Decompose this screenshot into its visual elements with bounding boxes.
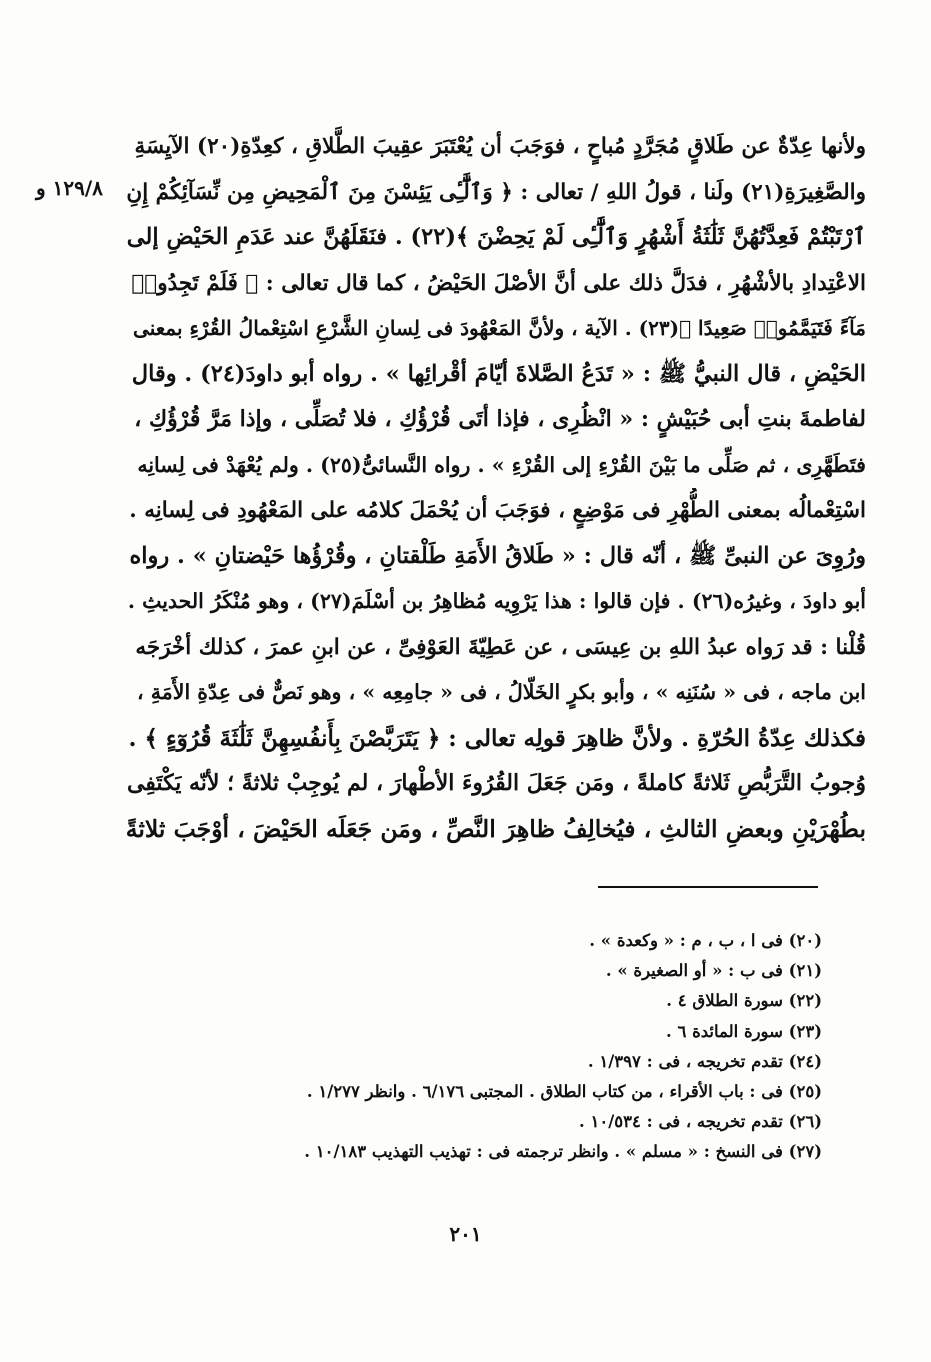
- text-line: الحَيْضِ ، قال النبيُّ ﷺ : « تَدَعُ الصَّلاةَ أيّامَ أقْرائِها » . رواه أبو داودَ(٢٤) . وقال: [131, 360, 866, 387]
- text-line: والصَّغِيرَةِ(٢١) ولَنا ، قولُ اللهِ / تعالى : ﴿ وَٱلَّٰٓـِٔى يَئِسْنَ مِنَ ٱلْمَحِيضِ مِن نِّسَآئِكُمْ إِنِ: [126, 179, 866, 205]
- footnote: (٢٦) تقدم تخريجه ، فى : ١٠/٥٣٤ .: [579, 1112, 822, 1132]
- footnote: (٢٠) فى ا ، ب ، م : « وكعدة » .: [589, 931, 822, 950]
- text-line: اسْتِعْمالُه بمعنى الطُّهْرِ فى مَوْضِعٍ ، فوَجَبَ أن يُحْمَلَ كلامُه على المَعْهُودِ فى لِسانِه .: [129, 498, 866, 523]
- footnote: (٢٤) تقدم تخريجه ، فى : ١/٣٩٧ .: [587, 1051, 822, 1071]
- footnote: (٢٢) سورة الطلاق ٤ .: [666, 991, 822, 1011]
- footnote-separator: [598, 886, 818, 888]
- text-line: ٱرْتَبْتُمْ فَعِدَّتُهُنَّ ثَلَٰثَةُ أَشْهُرٍ وَٱلَّٰٓـِٔى لَمْ يَحِضْنَ ﴾(٢٢) . فنَقَلَهُنَّ عند عَدَمِ الحَيْضِ إلى: [126, 224, 866, 250]
- text-line: بطُهْرَيْنِ وبعضِ الثالثِ ، فيُخالِفُ ظاهِرَ النَّصِّ ، ومَن جَعَلَه الحَيْضَ ، أوْجَبَ ثلاثةً: [125, 814, 866, 843]
- footnote: (٢١) فى ب : « أو الصغيرة » .: [605, 961, 822, 981]
- footnote: (٢٣) سورة المائدة ٦ .: [666, 1021, 822, 1041]
- text-line: ورُوِىَ عن النبىِّ ﷺ ، أنّه قال : « طَلاقُ الأَمَةِ طَلْقتانِ ، وقُرْؤُها حَيْضتانِ » . رواه: [129, 542, 866, 569]
- text-line: ولأنها عِدّةٌ عن طَلاقٍ مُجَرَّدٍ مُباحٍ ، فوَجَبَ أن يُعْتَبَرَ عقِيبَ الطَّلاقِ ، كعِدّةِ(٢٠) الآيِسَةِ: [134, 134, 866, 159]
- text-line: أبو داودَ ، وغيرُه(٢٦) . فإن قالوا : هذا يَرْوِيه مُظاهِرُ بن أسْلَمَ(٢٧) ، وهو مُنْكَرُ الحديثِ .: [127, 589, 866, 613]
- main-text: [122, 124, 866, 852]
- folio-margin-note: ١٢٩/٨ و: [36, 176, 103, 200]
- text-line: وُجوبُ التَّرَبُّصِ ثَلاثةً كاملةً ، ومَن جَعَلَ القُرُوءَ الأطْهارَ ، لم يُوجِبْ ثلاثةً ؛ لأنّه يَكْتَفِى: [126, 770, 866, 796]
- footnote: (٢٥) فى : باب الأقراء ، من كتاب الطلاق . المجتبى ٦/١٧٦ . وانظر ١/٢٧٧ .: [306, 1081, 822, 1101]
- text-line: الاعْتِدادِ بالأشْهُرِ ، فدَلَّ ذلك على أنَّ الأصْلَ الحَيْضُ ، كما قال تعالى : ﴿ فَلَمْ تَجِدُوا۟: [131, 270, 866, 296]
- footnote: (٢٧) فى النسخ : « مسلم » . وانظر ترجمته فى : تهذيب التهذيب ١٠/١٨٣ .: [304, 1142, 822, 1162]
- text-line: فتَطَهَّرِى ، ثم صَلِّى ما بَيْنَ القُرْءِ إلى القُرْءِ » . رواه النَّسائىُّ(٢٥) . ولم يُعْهَدْ فى لِسانِه: [137, 452, 866, 477]
- text-line: مَآءً فَتَيَمَّمُوا۟ صَعِيدًا ﴾(٢٣) . الآية ، ولأنَّ المَعْهُودَ فى لِسانِ الشَّرْعِ اسْتِعْمالُ القُرْءِ بمعنى: [133, 316, 866, 340]
- text-line: فكذلك عِدّةُ الحُرّةِ . ولأنَّ ظاهِرَ قولِه تعالى : ﴿ يَتَرَبَّصْنَ بِأَنفُسِهِنَّ ثَلَٰثَةَ قُرُوٓءٍ ﴾ .: [128, 724, 866, 752]
- footnotes: [300, 926, 822, 1168]
- text-line: لفاطمةَ بنتِ أبى حُبَيْشٍ : « انْظُرِى ، فإذا أتَى قُرْؤُكِ ، فلا تُصَلِّى ، وإذا مَرَّ قُرْؤُكِ ،: [134, 406, 866, 432]
- text-line: قُلْنا : قد رَواه عبدُ اللهِ بن عِيسَى ، عن عَطِيّةَ العَوْفِىِّ ، عن ابنِ عمرَ ، كذلك أخْرَجَه: [135, 634, 866, 660]
- text-line: ابن ماجه ، فى « سُنَنِه » ، وأبو بكرٍ الخَلّالُ ، فى « جامِعِه » ، وهو نَصٌّ فى عِدّةِ الأَمَةِ ،: [137, 680, 866, 704]
- page-number: ٢٠١: [449, 1222, 482, 1246]
